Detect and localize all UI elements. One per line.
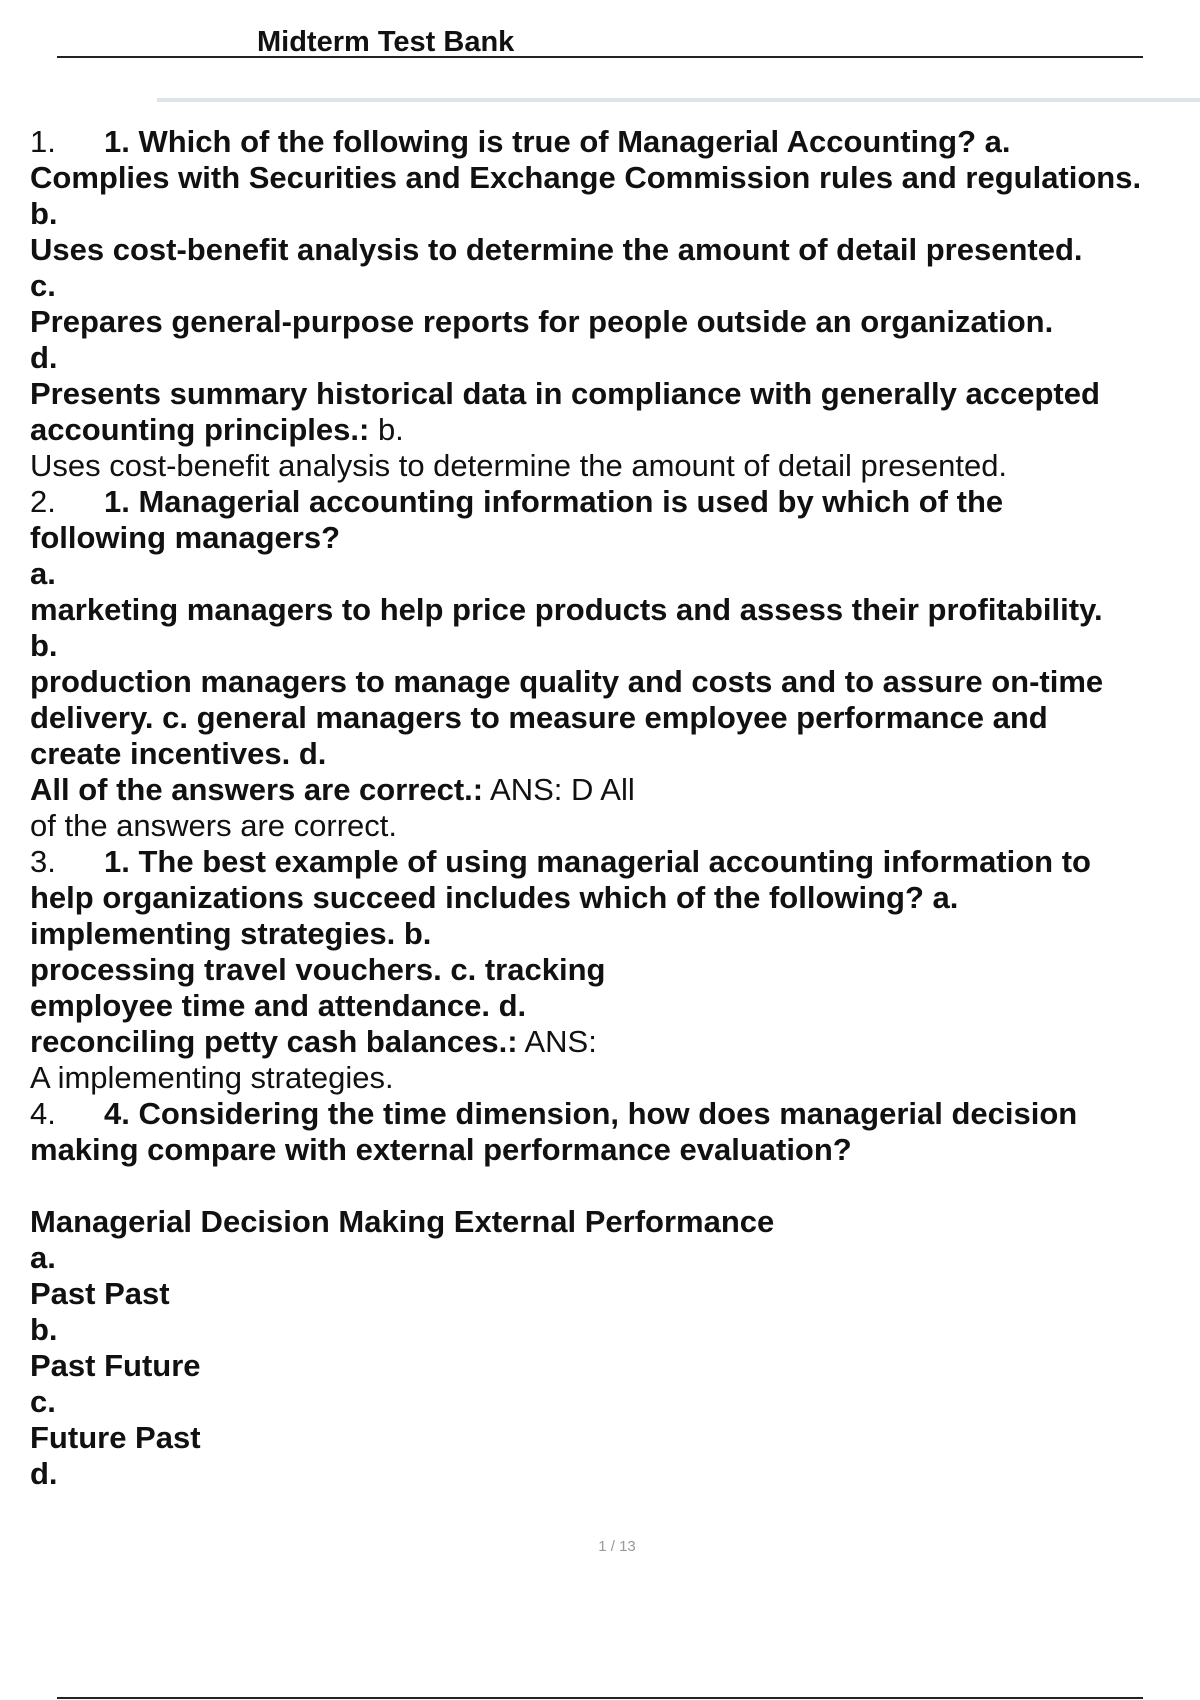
text-line	[30, 880, 1195, 916]
text-line	[30, 1240, 1195, 1276]
text-line	[30, 1384, 1195, 1420]
bold-text: 4. Considering the time dimension, how does managerial decision	[104, 1096, 1078, 1131]
question-number: 2.	[30, 484, 56, 519]
answer-text: b.	[369, 412, 404, 447]
text-line	[30, 916, 1195, 952]
bold-text: Future Past	[30, 1420, 201, 1455]
bold-text: help organizations succeed includes which of the following? a.	[30, 880, 959, 915]
answer-text: Uses cost-benefit analysis to determine the amount of detail presented.	[30, 448, 1008, 483]
answer-text: of the answers are correct.	[30, 808, 397, 843]
text-line	[30, 304, 1195, 340]
text-line	[30, 448, 1195, 484]
text-line	[30, 664, 1195, 700]
text-line	[30, 268, 1195, 304]
bold-text: Uses cost-benefit analysis to determine the amount of detail presented.	[30, 232, 1083, 267]
text-line	[30, 1204, 1195, 1240]
text-line	[30, 1456, 1195, 1492]
bold-text: b.	[30, 628, 58, 663]
bold-text: processing travel vouchers. c. tracking	[30, 952, 606, 987]
bold-text: making compare with external performance evaluation?	[30, 1132, 852, 1167]
text-line	[30, 1348, 1195, 1384]
bold-text: Prepares general-purpose reports for people outside an organization.	[30, 304, 1054, 339]
question-line	[30, 844, 1195, 880]
bold-text: b.	[30, 196, 58, 231]
question-number: 4.	[30, 1096, 56, 1131]
answer-text: A implementing strategies.	[30, 1060, 394, 1095]
bold-text: c.	[30, 1384, 56, 1419]
bold-text: accounting principles.:	[30, 412, 370, 447]
bold-text: 1. Managerial accounting information is used by which of the	[104, 484, 1004, 519]
text-line	[30, 988, 1195, 1024]
text-line	[30, 412, 1195, 448]
bold-text: employee time and attendance. d.	[30, 988, 527, 1023]
text-line	[30, 520, 1195, 556]
page-title: Midterm Test Bank	[257, 26, 515, 58]
text-line	[30, 808, 1195, 844]
page-number: 1 / 13	[598, 1538, 636, 1555]
question-line	[30, 124, 1195, 160]
footer-divider	[57, 1697, 1143, 1699]
bold-text: b.	[30, 1312, 58, 1347]
bold-text: c.	[30, 268, 56, 303]
bold-text: implementing strategies. b.	[30, 916, 432, 951]
bold-text: Complies with Securities and Exchange Commission rules and regulations.	[30, 160, 1142, 195]
bold-text: following managers?	[30, 520, 341, 555]
text-line	[30, 736, 1195, 772]
text-line	[30, 952, 1195, 988]
text-line	[30, 160, 1195, 196]
bold-text: d.	[30, 340, 58, 375]
bold-text: All of the answers are correct.:	[30, 772, 484, 807]
header-divider	[57, 56, 1143, 58]
bold-text: d.	[30, 1456, 58, 1491]
bold-text: 1. The best example of using managerial accounting information to	[104, 844, 1091, 879]
text-line	[30, 1024, 1195, 1060]
text-line	[30, 232, 1195, 268]
question-line	[30, 1096, 1195, 1132]
text-line	[30, 628, 1195, 664]
bold-text: delivery. c. general managers to measure employee performance and	[30, 700, 1048, 735]
answer-text: ANS: D All	[483, 772, 635, 807]
text-line	[30, 1132, 1195, 1204]
text-line	[30, 1420, 1195, 1456]
question-list	[30, 124, 1195, 1492]
text-line	[30, 592, 1195, 628]
bold-text: Managerial Decision Making External Performance	[30, 1204, 775, 1239]
text-line	[30, 1312, 1195, 1348]
header-shade-bar	[157, 98, 1200, 102]
bold-text: a.	[30, 556, 56, 591]
answer-text: ANS:	[517, 1024, 597, 1059]
bold-text: create incentives. d.	[30, 736, 327, 771]
text-line	[30, 556, 1195, 592]
text-line	[30, 772, 1195, 808]
text-line	[30, 376, 1195, 412]
text-line	[30, 1276, 1195, 1312]
bold-text: production managers to manage quality and costs and to assure on-time	[30, 664, 1104, 699]
bold-text: 1. Which of the following is true of Managerial Accounting? a.	[104, 124, 1011, 159]
bold-text: marketing managers to help price products and assess their profitability.	[30, 592, 1103, 627]
text-line	[30, 340, 1195, 376]
bold-text: Past Past	[30, 1276, 170, 1311]
bold-text: reconciling petty cash balances.:	[30, 1024, 518, 1059]
bold-text: Presents summary historical data in compliance with generally accepted	[30, 376, 1100, 411]
text-line	[30, 196, 1195, 232]
bold-text: Past Future	[30, 1348, 201, 1383]
text-line	[30, 1060, 1195, 1096]
bold-text: a.	[30, 1240, 56, 1275]
question-number: 3.	[30, 844, 56, 879]
question-number: 1.	[30, 124, 56, 159]
question-line	[30, 484, 1195, 520]
text-line	[30, 700, 1195, 736]
